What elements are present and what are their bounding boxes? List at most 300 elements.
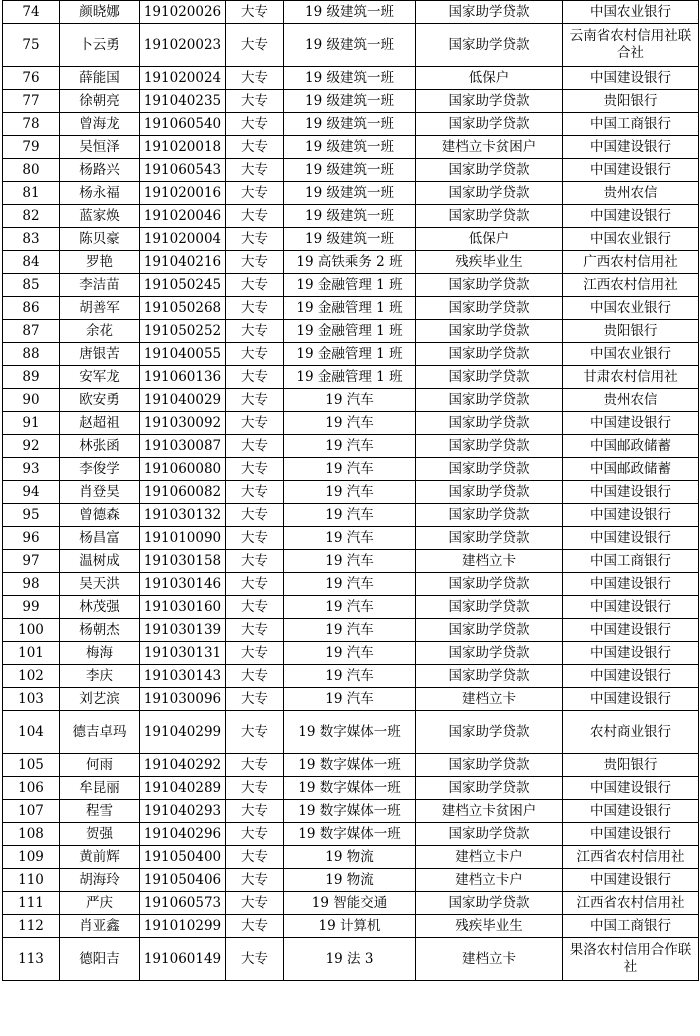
table-row: [3, 366, 699, 389]
aid-category-cell: 国家助学贷款: [416, 823, 563, 846]
row-number-cell: 89: [3, 366, 60, 389]
bank-name-cell: 甘肃农村信用社: [563, 366, 699, 389]
education-level-cell: 大专: [226, 297, 284, 320]
aid-category-cell: 国家助学贷款: [416, 527, 563, 550]
class-name-cell: 19 计算机: [284, 915, 416, 938]
bank-name-cell: 中国建设银行: [563, 688, 699, 711]
bank-name-cell: 中国建设银行: [563, 481, 699, 504]
row-number-cell: 83: [3, 228, 60, 251]
row-number-cell: 81: [3, 182, 60, 205]
row-number-cell: 95: [3, 504, 60, 527]
row-number-cell: 86: [3, 297, 60, 320]
aid-category-cell: 建档立卡: [416, 938, 563, 981]
education-level-cell: 大专: [226, 619, 284, 642]
student-name-cell: 李庆: [60, 665, 140, 688]
aid-category-cell: 国家助学贷款: [416, 205, 563, 228]
aid-category-cell: 国家助学贷款: [416, 159, 563, 182]
aid-category-cell: 建档立卡贫困户: [416, 136, 563, 159]
education-level-cell: 大专: [226, 343, 284, 366]
bank-name-cell: 中国建设银行: [563, 869, 699, 892]
student-name-cell: 程雪: [60, 800, 140, 823]
class-name-cell: 19 级建筑一班: [284, 1, 416, 24]
aid-category-cell: 建档立卡: [416, 550, 563, 573]
education-level-cell: 大专: [226, 251, 284, 274]
class-name-cell: 19 金融管理 1 班: [284, 343, 416, 366]
table-row: [3, 205, 699, 228]
student-id-cell: 191060543: [140, 159, 226, 182]
bank-name-cell: 贵阳银行: [563, 754, 699, 777]
student-name-cell: 牟昆丽: [60, 777, 140, 800]
bank-name-cell: 中国建设银行: [563, 205, 699, 228]
student-name-cell: 杨朝杰: [60, 619, 140, 642]
student-id-cell: 191060540: [140, 113, 226, 136]
row-number-cell: 91: [3, 412, 60, 435]
bank-name-cell: 江西省农村信用社: [563, 892, 699, 915]
table-row: [3, 642, 699, 665]
bank-name-cell: 果洛农村信用合作联社: [563, 938, 699, 981]
student-id-cell: 191040216: [140, 251, 226, 274]
class-name-cell: 19 级建筑一班: [284, 159, 416, 182]
aid-category-cell: 国家助学贷款: [416, 573, 563, 596]
student-name-cell: 曾德森: [60, 504, 140, 527]
table-row: [3, 297, 699, 320]
student-name-cell: 安军龙: [60, 366, 140, 389]
student-id-cell: 191030139: [140, 619, 226, 642]
class-name-cell: 19 法 3: [284, 938, 416, 981]
class-name-cell: 19 级建筑一班: [284, 113, 416, 136]
class-name-cell: 19 汽车: [284, 642, 416, 665]
class-name-cell: 19 汽车: [284, 665, 416, 688]
row-number-cell: 100: [3, 619, 60, 642]
class-name-cell: 19 汽车: [284, 619, 416, 642]
table-row: [3, 665, 699, 688]
bank-name-cell: 中国建设银行: [563, 777, 699, 800]
bank-name-cell: 中国建设银行: [563, 619, 699, 642]
bank-name-cell: 中国建设银行: [563, 412, 699, 435]
row-number-cell: 80: [3, 159, 60, 182]
student-id-cell: 191050268: [140, 297, 226, 320]
student-id-cell: 191040289: [140, 777, 226, 800]
table-row: [3, 869, 699, 892]
student-id-cell: 191010090: [140, 527, 226, 550]
class-name-cell: 19 物流: [284, 869, 416, 892]
table-row: [3, 228, 699, 251]
row-number-cell: 92: [3, 435, 60, 458]
bank-name-cell: 中国农业银行: [563, 1, 699, 24]
class-name-cell: 19 金融管理 1 班: [284, 320, 416, 343]
row-number-cell: 77: [3, 90, 60, 113]
student-id-cell: 191040055: [140, 343, 226, 366]
aid-category-cell: 国家助学贷款: [416, 504, 563, 527]
bank-name-cell: 贵阳银行: [563, 90, 699, 113]
education-level-cell: 大专: [226, 892, 284, 915]
student-id-cell: 191040293: [140, 800, 226, 823]
table-row: [3, 159, 699, 182]
class-name-cell: 19 汽车: [284, 688, 416, 711]
aid-category-cell: 国家助学贷款: [416, 892, 563, 915]
student-id-cell: 191020016: [140, 182, 226, 205]
class-name-cell: 19 级建筑一班: [284, 228, 416, 251]
student-id-cell: 191030131: [140, 642, 226, 665]
row-number-cell: 87: [3, 320, 60, 343]
education-level-cell: 大专: [226, 435, 284, 458]
class-name-cell: 19 金融管理 1 班: [284, 274, 416, 297]
table-row: [3, 435, 699, 458]
student-name-cell: 欧安勇: [60, 389, 140, 412]
table-row: [3, 800, 699, 823]
bank-name-cell: 中国建设银行: [563, 136, 699, 159]
aid-category-cell: 国家助学贷款: [416, 754, 563, 777]
student-name-cell: 肖亚鑫: [60, 915, 140, 938]
student-id-cell: 191060082: [140, 481, 226, 504]
education-level-cell: 大专: [226, 688, 284, 711]
aid-category-cell: 国家助学贷款: [416, 24, 563, 67]
student-id-cell: 191030146: [140, 573, 226, 596]
education-level-cell: 大专: [226, 527, 284, 550]
education-level-cell: 大专: [226, 573, 284, 596]
class-name-cell: 19 级建筑一班: [284, 182, 416, 205]
class-name-cell: 19 级建筑一班: [284, 136, 416, 159]
student-name-cell: 余花: [60, 320, 140, 343]
student-id-cell: 191030160: [140, 596, 226, 619]
class-name-cell: 19 汽车: [284, 596, 416, 619]
table-row: [3, 389, 699, 412]
aid-category-cell: 国家助学贷款: [416, 366, 563, 389]
education-level-cell: 大专: [226, 274, 284, 297]
table-row: [3, 892, 699, 915]
education-level-cell: 大专: [226, 777, 284, 800]
bank-name-cell: 中国邮政储蓄: [563, 435, 699, 458]
bank-name-cell: 中国建设银行: [563, 823, 699, 846]
row-number-cell: 75: [3, 24, 60, 67]
student-id-cell: 191020046: [140, 205, 226, 228]
bank-name-cell: 中国农业银行: [563, 228, 699, 251]
class-name-cell: 19 级建筑一班: [284, 24, 416, 67]
student-id-cell: 191020004: [140, 228, 226, 251]
bank-name-cell: 贵州农信: [563, 182, 699, 205]
bank-name-cell: 中国建设银行: [563, 67, 699, 90]
table-row: [3, 481, 699, 504]
table-row: [3, 90, 699, 113]
education-level-cell: 大专: [226, 24, 284, 67]
table-row: [3, 136, 699, 159]
aid-category-cell: 国家助学贷款: [416, 665, 563, 688]
table-row: [3, 343, 699, 366]
aid-category-cell: 残疾毕业生: [416, 251, 563, 274]
aid-category-cell: 国家助学贷款: [416, 343, 563, 366]
row-number-cell: 111: [3, 892, 60, 915]
education-level-cell: 大专: [226, 458, 284, 481]
student-name-cell: 杨永福: [60, 182, 140, 205]
education-level-cell: 大专: [226, 823, 284, 846]
aid-category-cell: 国家助学贷款: [416, 412, 563, 435]
education-level-cell: 大专: [226, 754, 284, 777]
student-name-cell: 李洁苗: [60, 274, 140, 297]
education-level-cell: 大专: [226, 938, 284, 981]
education-level-cell: 大专: [226, 67, 284, 90]
bank-name-cell: 中国农业银行: [563, 343, 699, 366]
class-name-cell: 19 汽车: [284, 527, 416, 550]
student-name-cell: 唐银苦: [60, 343, 140, 366]
row-number-cell: 104: [3, 711, 60, 754]
table-row: [3, 754, 699, 777]
row-number-cell: 110: [3, 869, 60, 892]
aid-category-cell: 国家助学贷款: [416, 113, 563, 136]
student-id-cell: 191050406: [140, 869, 226, 892]
row-number-cell: 88: [3, 343, 60, 366]
row-number-cell: 82: [3, 205, 60, 228]
student-id-cell: 191030143: [140, 665, 226, 688]
education-level-cell: 大专: [226, 320, 284, 343]
student-name-cell: 肖登昊: [60, 481, 140, 504]
bank-name-cell: 云南省农村信用社联合社: [563, 24, 699, 67]
aid-category-cell: 国家助学贷款: [416, 777, 563, 800]
aid-category-cell: 低保户: [416, 67, 563, 90]
education-level-cell: 大专: [226, 800, 284, 823]
bank-name-cell: 中国建设银行: [563, 573, 699, 596]
bank-name-cell: 江西省农村信用社: [563, 846, 699, 869]
education-level-cell: 大专: [226, 159, 284, 182]
student-name-cell: 严庆: [60, 892, 140, 915]
education-level-cell: 大专: [226, 1, 284, 24]
bank-name-cell: 中国工商银行: [563, 550, 699, 573]
bank-name-cell: 中国建设银行: [563, 665, 699, 688]
row-number-cell: 74: [3, 1, 60, 24]
aid-category-cell: 国家助学贷款: [416, 642, 563, 665]
student-id-cell: 191010299: [140, 915, 226, 938]
student-name-cell: 贺强: [60, 823, 140, 846]
bank-name-cell: 中国建设银行: [563, 800, 699, 823]
education-level-cell: 大专: [226, 846, 284, 869]
student-name-cell: 吴天洪: [60, 573, 140, 596]
aid-category-cell: 国家助学贷款: [416, 711, 563, 754]
student-name-cell: 胡善军: [60, 297, 140, 320]
student-name-cell: 杨昌富: [60, 527, 140, 550]
education-level-cell: 大专: [226, 711, 284, 754]
class-name-cell: 19 智能交通: [284, 892, 416, 915]
class-name-cell: 19 汽车: [284, 550, 416, 573]
bank-name-cell: 广西农村信用社: [563, 251, 699, 274]
table-row: [3, 320, 699, 343]
student-id-cell: 191040296: [140, 823, 226, 846]
student-name-cell: 胡海玲: [60, 869, 140, 892]
class-name-cell: 19 级建筑一班: [284, 90, 416, 113]
education-level-cell: 大专: [226, 182, 284, 205]
class-name-cell: 19 级建筑一班: [284, 205, 416, 228]
table-row: [3, 1, 699, 24]
aid-category-cell: 国家助学贷款: [416, 182, 563, 205]
student-id-cell: 191040299: [140, 711, 226, 754]
student-id-cell: 191020018: [140, 136, 226, 159]
aid-category-cell: 国家助学贷款: [416, 297, 563, 320]
student-name-cell: 蓝家焕: [60, 205, 140, 228]
row-number-cell: 93: [3, 458, 60, 481]
table-row: [3, 412, 699, 435]
student-id-cell: 191020026: [140, 1, 226, 24]
class-name-cell: 19 汽车: [284, 481, 416, 504]
student-id-cell: 191030092: [140, 412, 226, 435]
class-name-cell: 19 数字媒体一班: [284, 711, 416, 754]
class-name-cell: 19 汽车: [284, 435, 416, 458]
table-row: [3, 274, 699, 297]
education-level-cell: 大专: [226, 136, 284, 159]
student-name-cell: 颜晓娜: [60, 1, 140, 24]
student-id-cell: 191040029: [140, 389, 226, 412]
table-row: [3, 823, 699, 846]
student-name-cell: 黄前辉: [60, 846, 140, 869]
class-name-cell: 19 汽车: [284, 389, 416, 412]
row-number-cell: 105: [3, 754, 60, 777]
aid-category-cell: 建档立卡户: [416, 869, 563, 892]
bank-name-cell: 贵阳银行: [563, 320, 699, 343]
aid-category-cell: 国家助学贷款: [416, 619, 563, 642]
class-name-cell: 19 金融管理 1 班: [284, 366, 416, 389]
student-id-cell: 191030087: [140, 435, 226, 458]
table-row: [3, 182, 699, 205]
education-level-cell: 大专: [226, 642, 284, 665]
row-number-cell: 76: [3, 67, 60, 90]
bank-name-cell: 中国建设银行: [563, 159, 699, 182]
row-number-cell: 78: [3, 113, 60, 136]
student-name-cell: 梅海: [60, 642, 140, 665]
table-row: [3, 504, 699, 527]
student-id-cell: 191040235: [140, 90, 226, 113]
table-row: [3, 688, 699, 711]
student-id-cell: 191020023: [140, 24, 226, 67]
bank-name-cell: 中国建设银行: [563, 527, 699, 550]
table-row: [3, 67, 699, 90]
student-name-cell: 罗艳: [60, 251, 140, 274]
aid-category-cell: 建档立卡户: [416, 846, 563, 869]
table-row: [3, 251, 699, 274]
student-name-cell: 李俊学: [60, 458, 140, 481]
row-number-cell: 112: [3, 915, 60, 938]
student-name-cell: 德阳吉: [60, 938, 140, 981]
row-number-cell: 106: [3, 777, 60, 800]
row-number-cell: 79: [3, 136, 60, 159]
row-number-cell: 107: [3, 800, 60, 823]
row-number-cell: 108: [3, 823, 60, 846]
class-name-cell: 19 物流: [284, 846, 416, 869]
student-id-cell: 191060136: [140, 366, 226, 389]
student-name-cell: 温树成: [60, 550, 140, 573]
class-name-cell: 19 金融管理 1 班: [284, 297, 416, 320]
table-row: [3, 711, 699, 754]
row-number-cell: 90: [3, 389, 60, 412]
class-name-cell: 19 汽车: [284, 458, 416, 481]
table-row: [3, 24, 699, 67]
aid-category-cell: 国家助学贷款: [416, 389, 563, 412]
class-name-cell: 19 汽车: [284, 412, 416, 435]
student-name-cell: 卜云勇: [60, 24, 140, 67]
row-number-cell: 101: [3, 642, 60, 665]
aid-category-cell: 国家助学贷款: [416, 435, 563, 458]
row-number-cell: 99: [3, 596, 60, 619]
row-number-cell: 84: [3, 251, 60, 274]
bank-name-cell: 中国邮政储蓄: [563, 458, 699, 481]
row-number-cell: 94: [3, 481, 60, 504]
student-id-cell: 191040292: [140, 754, 226, 777]
student-name-cell: 薛能国: [60, 67, 140, 90]
table-row: [3, 573, 699, 596]
education-level-cell: 大专: [226, 596, 284, 619]
bank-name-cell: 中国建设银行: [563, 596, 699, 619]
table-row: [3, 938, 699, 981]
student-name-cell: 德吉卓玛: [60, 711, 140, 754]
education-level-cell: 大专: [226, 412, 284, 435]
student-name-cell: 何雨: [60, 754, 140, 777]
education-level-cell: 大专: [226, 228, 284, 251]
student-id-cell: 191020024: [140, 67, 226, 90]
class-name-cell: 19 数字媒体一班: [284, 754, 416, 777]
table-row: [3, 527, 699, 550]
aid-category-cell: 国家助学贷款: [416, 90, 563, 113]
education-level-cell: 大专: [226, 915, 284, 938]
student-name-cell: 杨路兴: [60, 159, 140, 182]
education-level-cell: 大专: [226, 504, 284, 527]
table-row: [3, 915, 699, 938]
student-aid-table: [2, 0, 699, 981]
row-number-cell: 113: [3, 938, 60, 981]
class-name-cell: 19 汽车: [284, 504, 416, 527]
row-number-cell: 103: [3, 688, 60, 711]
education-level-cell: 大专: [226, 665, 284, 688]
table-row: [3, 846, 699, 869]
table-row: [3, 550, 699, 573]
student-id-cell: 191060080: [140, 458, 226, 481]
bank-name-cell: 中国建设银行: [563, 642, 699, 665]
aid-category-cell: 国家助学贷款: [416, 596, 563, 619]
class-name-cell: 19 高铁乘务 2 班: [284, 251, 416, 274]
bank-name-cell: 农村商业银行: [563, 711, 699, 754]
bank-name-cell: 中国工商银行: [563, 915, 699, 938]
education-level-cell: 大专: [226, 90, 284, 113]
bank-name-cell: 贵州农信: [563, 389, 699, 412]
aid-category-cell: 建档立卡: [416, 688, 563, 711]
student-name-cell: 刘艺滨: [60, 688, 140, 711]
student-name-cell: 林张函: [60, 435, 140, 458]
row-number-cell: 97: [3, 550, 60, 573]
table-row: [3, 596, 699, 619]
student-name-cell: 吴恒泽: [60, 136, 140, 159]
education-level-cell: 大专: [226, 113, 284, 136]
row-number-cell: 102: [3, 665, 60, 688]
student-id-cell: 191060573: [140, 892, 226, 915]
table-body: [3, 1, 699, 981]
row-number-cell: 98: [3, 573, 60, 596]
table-row: [3, 619, 699, 642]
bank-name-cell: 中国工商银行: [563, 113, 699, 136]
education-level-cell: 大专: [226, 550, 284, 573]
table-row: [3, 113, 699, 136]
aid-category-cell: 国家助学贷款: [416, 320, 563, 343]
bank-name-cell: 江西农村信用社: [563, 274, 699, 297]
student-name-cell: 曾海龙: [60, 113, 140, 136]
student-id-cell: 191050245: [140, 274, 226, 297]
education-level-cell: 大专: [226, 366, 284, 389]
table-row: [3, 777, 699, 800]
student-name-cell: 赵超祖: [60, 412, 140, 435]
row-number-cell: 109: [3, 846, 60, 869]
aid-category-cell: 国家助学贷款: [416, 481, 563, 504]
class-name-cell: 19 数字媒体一班: [284, 777, 416, 800]
education-level-cell: 大专: [226, 481, 284, 504]
student-id-cell: 191060149: [140, 938, 226, 981]
aid-category-cell: 残疾毕业生: [416, 915, 563, 938]
education-level-cell: 大专: [226, 869, 284, 892]
row-number-cell: 85: [3, 274, 60, 297]
student-name-cell: 陈贝豪: [60, 228, 140, 251]
